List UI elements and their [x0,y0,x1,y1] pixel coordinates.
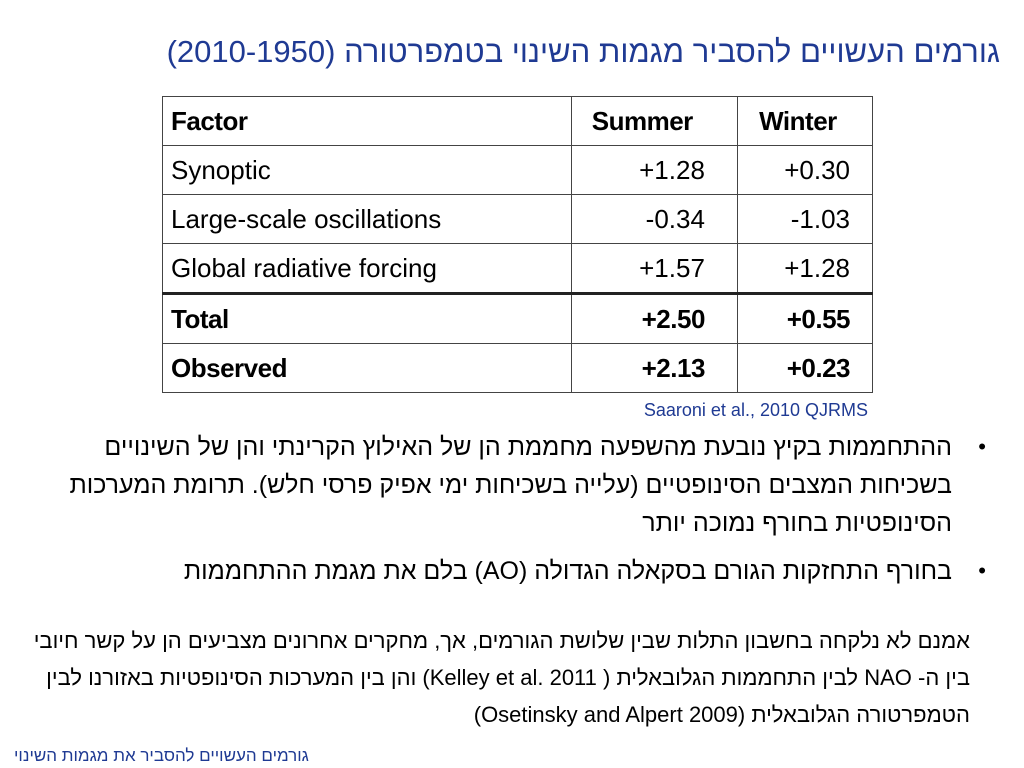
summer-cell: +1.57 [571,244,737,294]
header-summer: Summer [571,97,737,146]
summer-cell: +2.13 [571,344,737,393]
table-header-row [163,97,873,146]
factor-cell: Total [163,294,572,344]
summer-cell: +2.50 [571,294,737,344]
note-paragraph: אמנם לא נלקחה בחשבון התלות שבין שלושת הגורמים, אך, מחקרים אחרונים מצביעים הן על קשר חיובי בין ה- NAO לבין התחממות הגלובאלית ( Kelley et al. 2011) והן בין המערכות הסינופטיות באזורנו לבין הטמפרטורה הגלובאלית (Osetinsky and Alpert 2009) [33,628,970,727]
summer-cell: +1.28 [571,146,737,195]
table-row-total [163,294,873,344]
citation: Saaroni et al., 2010 QJRMS [643,400,868,420]
bullet-text: בחורף התחזקות הגורם בסקאלה הגדולה (AO) בלם את מגמת ההתחממות [183,557,952,585]
factor-cell: Synoptic [163,146,572,195]
winter-cell: +0.30 [737,146,872,195]
winter-cell: -1.03 [737,195,872,244]
bullet-list [10,428,1010,600]
winter-cell: +1.28 [737,244,872,294]
factors-table [162,96,873,393]
winter-cell: +0.23 [737,344,872,393]
list-item [10,428,1010,542]
summer-cell: -0.34 [571,195,737,244]
table-row-observed [163,344,873,393]
winter-cell: +0.55 [737,294,872,344]
factor-cell: Observed [163,344,572,393]
table-row [163,146,873,195]
bullet-icon: • [978,434,986,459]
bullet-icon: • [978,558,986,583]
slide-footer: גורמים העשויים להסביר את מגמות השינוי [14,746,309,765]
header-winter: Winter [737,97,872,146]
table-row [163,244,873,294]
factor-cell: Global radiative forcing [163,244,572,294]
list-item [10,552,1010,590]
slide-title: גורמים העשויים להסביר מגמות השינוי בטמפרטורה (2010-1950) [166,34,1000,69]
header-factor: Factor [163,97,572,146]
bullet-text: ההתחממות בקיץ נובעת מהשפעה מחממת הן של האילוץ הקרינתי והן של השינויים בשכיחות המצבים הסינופטיים (עלייה בשכיחות ימי אפיק פרסי חלש). תרומת המערכות הסינופטיות בחורף נמוכה יותר [69,433,952,537]
factor-cell: Large-scale oscillations [163,195,572,244]
table-row [163,195,873,244]
